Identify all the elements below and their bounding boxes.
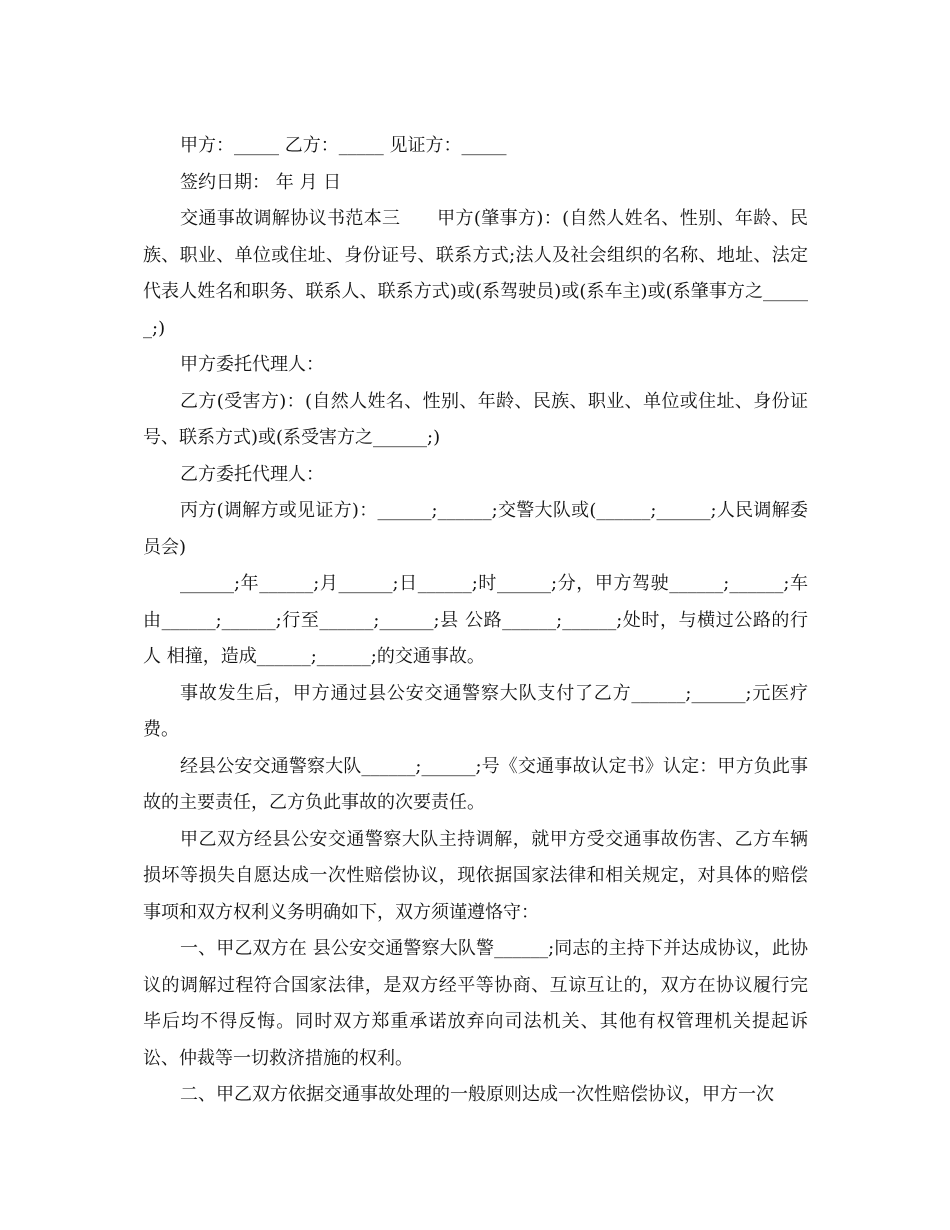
clause-one: 一、甲乙双方在 县公安交通警察大队警______;同志的主持下并达成协议，此协议的调解过程符合国家法律，是双方经平等协商、互谅互让的，双方在协议履行完毕后均不得反悔。同时双方郑重承诺放弃向司法机关、其他有权管理机关提起诉讼、仲裁等一切救济措施的权利。	[143, 938, 808, 1069]
mediation-statement: 甲乙双方经县公安交通警察大队主持调解，就甲方受交通事故伤害、乙方车辆损坏等损失自愿达成一次性赔偿协议，现依据国家法律和相关规定，对具体的赔偿事项和双方权利义务明确如下，双方须谨遵恪守：	[143, 828, 808, 923]
liability-determination: 经县公安交通警察大队______;______;号《交通事故认定书》认定：甲方负此事故的主要责任，乙方负此事故的次要责任。	[143, 755, 808, 813]
party-a-description: 交通事故调解协议书范本三 甲方(肇事方)：(自然人姓名、性别、年龄、民族、职业、单位或住址、身份证号、联系方式;法人及社会组织的名称、地址、法定代表人姓名和职务、联系人、联系方式)或(系驾驶员)或(系车主)或(系肇事方之______;)	[143, 208, 808, 339]
clause-two: 二、甲乙双方依据交通事故处理的一般原则达成一次性赔偿协议，甲方一次	[180, 1084, 774, 1105]
parties-line: 甲方：_____ 乙方：_____ 见证方：_____	[180, 135, 507, 156]
medical-payment: 事故发生后，甲方通过县公安交通警察大队支付了乙方______;______;元医疗费。	[143, 682, 808, 740]
party-b-agent: 乙方委托代理人：	[180, 463, 324, 485]
accident-description: ______;年______;月______;日______;时______;分，甲方驾驶______;______;车由______;______;行至______;______;县 公路______;______;处时，与横过公路的行人 相撞，造成______;______;的交通事故。	[143, 573, 808, 667]
party-a-agent: 甲方委托代理人：	[180, 354, 324, 375]
party-b-description: 乙方(受害方)：(自然人姓名、性别、年龄、民族、职业、单位或住址、身份证号、联系方式)或(系受害方之______;)	[143, 390, 808, 448]
party-c-description: 丙方(调解方或见证方)：______;______;交警大队或(______;______;人民调解委员会)	[143, 500, 808, 558]
document-page	[143, 128, 808, 1114]
signing-date: 签约日期： 年 月 日	[180, 171, 342, 193]
